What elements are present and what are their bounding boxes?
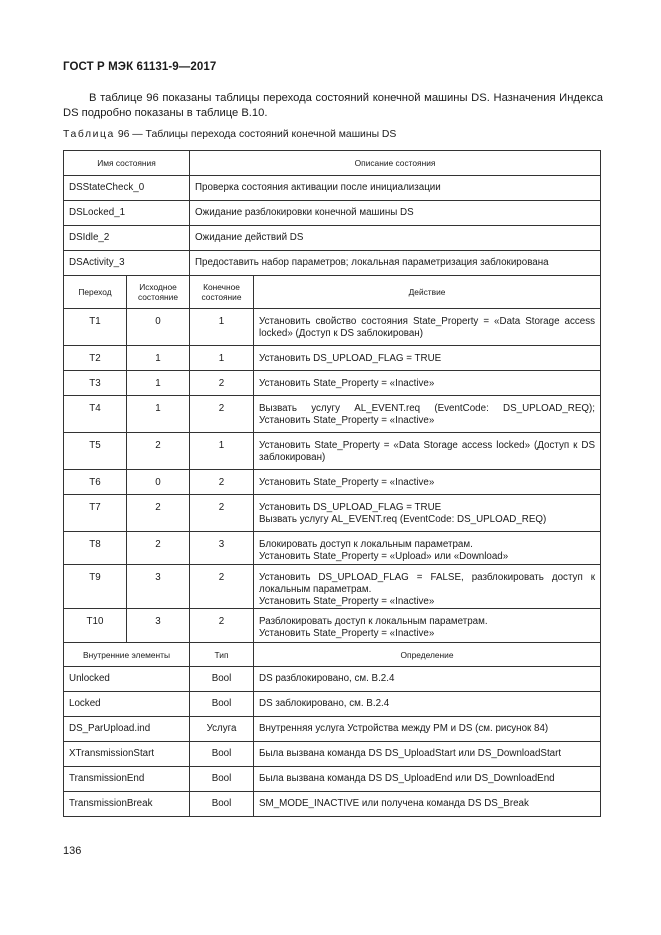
table-row (64, 609, 601, 643)
state-name-cell: DSActivity_3 (64, 251, 190, 276)
target-state-cell: 2 (190, 371, 254, 396)
table-caption-text: 96 — Таблицы перехода состояний конечной машины DS (114, 129, 397, 140)
element-type-cell: Bool (190, 767, 254, 792)
table-row (64, 309, 601, 346)
table-row (64, 667, 601, 692)
transition-id-cell: T1 (64, 309, 127, 346)
transition-id-cell: T2 (64, 346, 127, 371)
element-definition-cell: Была вызвана команда DS DS_UploadStart или DS_DownloadStart (254, 742, 601, 767)
element-name-cell: Unlocked (64, 667, 190, 692)
action-cell: Установить DS_UPLOAD_FLAG = TRUE Вызвать услугу AL_EVENT.req (EventCode: DS_UPLOAD_REQ) (254, 495, 601, 532)
transition-header: Переход (64, 276, 127, 309)
source-state-cell: 1 (127, 396, 190, 433)
table-row (64, 371, 601, 396)
target-state-cell: 2 (190, 396, 254, 433)
target-state-cell: 1 (190, 346, 254, 371)
source-state-cell: 3 (127, 565, 190, 609)
transition-id-cell: T9 (64, 565, 127, 609)
transition-id-cell: T4 (64, 396, 127, 433)
state-name-header: Имя состояния (64, 151, 190, 176)
action-cell: Блокировать доступ к локальным параметрам. Установить State_Property = «Upload» или «Download» (254, 532, 601, 565)
table-row (64, 226, 601, 251)
table-row (64, 176, 601, 201)
state-description-cell: Ожидание действий DS (190, 226, 601, 251)
target-state-cell: 3 (190, 532, 254, 565)
table-caption-label: Таблица (63, 129, 115, 140)
target-state-cell: 2 (190, 495, 254, 532)
element-definition-cell: Была вызвана команда DS DS_UploadEnd или DS_DownloadEnd (254, 767, 601, 792)
target-state-cell: 1 (190, 433, 254, 470)
table-row (64, 767, 601, 792)
source-state-header: Исходное состояние (127, 276, 190, 309)
source-state-cell: 1 (127, 371, 190, 396)
transition-id-cell: T3 (64, 371, 127, 396)
action-cell: Установить State_Property = «Data Storage access locked» (Доступ к DS заблокирован) (254, 433, 601, 470)
source-state-cell: 1 (127, 346, 190, 371)
source-state-cell: 2 (127, 495, 190, 532)
target-state-cell: 1 (190, 309, 254, 346)
element-definition-cell: SM_MODE_INACTIVE или получена команда DS DS_Break (254, 792, 601, 817)
table-row (64, 433, 601, 470)
transition-id-cell: T7 (64, 495, 127, 532)
state-description-cell: Проверка состояния активации после инициализации (190, 176, 601, 201)
table-caption (63, 129, 396, 140)
element-name-cell: TransmissionEnd (64, 767, 190, 792)
target-state-cell: 2 (190, 609, 254, 643)
source-state-cell: 2 (127, 433, 190, 470)
transition-id-cell: T6 (64, 470, 127, 495)
element-type-cell: Bool (190, 667, 254, 692)
target-state-cell: 2 (190, 565, 254, 609)
action-cell: Установить DS_UPLOAD_FLAG = FALSE, разблокировать доступ к локальным параметрам. Установить State_Property = «Inactive» (254, 565, 601, 609)
table-row (64, 717, 601, 742)
document-header: ГОСТ Р МЭК 61131-9—2017 (63, 61, 217, 73)
table-row (64, 495, 601, 532)
state-name-cell: DSIdle_2 (64, 226, 190, 251)
table-row (64, 346, 601, 371)
element-type-cell: Услуга (190, 717, 254, 742)
element-name-cell: TransmissionBreak (64, 792, 190, 817)
state-name-cell: DSStateCheck_0 (64, 176, 190, 201)
state-name-cell: DSLocked_1 (64, 201, 190, 226)
table-row (64, 792, 601, 817)
transition-id-cell: T5 (64, 433, 127, 470)
table-row (64, 565, 601, 609)
page-number: 136 (63, 845, 82, 857)
element-type-cell: Bool (190, 692, 254, 717)
state-description-cell: Ожидание разблокировки конечной машины DS (190, 201, 601, 226)
element-name-cell: DS_ParUpload.ind (64, 717, 190, 742)
element-name-header: Внутренние элементы (64, 643, 190, 667)
state-description-cell: Предоставить набор параметров; локальная параметризация заблокирована (190, 251, 601, 276)
element-definition-cell: Внутренняя услуга Устройства между PM и DS (см. рисунок 84) (254, 717, 601, 742)
target-state-header: Конечное состояние (190, 276, 254, 309)
table-row (64, 201, 601, 226)
state-description-header: Описание состояния (190, 151, 601, 176)
action-cell: Установить State_Property = «Inactive» (254, 371, 601, 396)
action-cell: Установить DS_UPLOAD_FLAG = TRUE (254, 346, 601, 371)
source-state-cell: 0 (127, 470, 190, 495)
table-row (64, 251, 601, 276)
element-definition-header: Определение (254, 643, 601, 667)
state-header-row (64, 151, 601, 176)
target-state-cell: 2 (190, 470, 254, 495)
table-row (64, 692, 601, 717)
element-header-row (64, 643, 601, 667)
action-cell: Вызвать услугу AL_EVENT.req (EventCode: DS_UPLOAD_REQ); Установить State_Property = «Inactive» (254, 396, 601, 433)
action-header: Действие (254, 276, 601, 309)
table-row (64, 470, 601, 495)
transition-table (63, 150, 601, 817)
element-type-header: Тип (190, 643, 254, 667)
source-state-cell: 2 (127, 532, 190, 565)
element-name-cell: XTransmissionStart (64, 742, 190, 767)
element-definition-cell: DS разблокировано, см. В.2.4 (254, 667, 601, 692)
source-state-cell: 3 (127, 609, 190, 643)
table-row (64, 532, 601, 565)
element-definition-cell: DS заблокировано, см. В.2.4 (254, 692, 601, 717)
element-type-cell: Bool (190, 742, 254, 767)
element-type-cell: Bool (190, 792, 254, 817)
action-cell: Разблокировать доступ к локальным параметрам. Установить State_Property = «Inactive» (254, 609, 601, 643)
transition-id-cell: T10 (64, 609, 127, 643)
table-row (64, 742, 601, 767)
transition-id-cell: T8 (64, 532, 127, 565)
element-name-cell: Locked (64, 692, 190, 717)
action-cell: Установить свойство состояния State_Property = «Data Storage access locked» (Доступ к DS заблокирован) (254, 309, 601, 346)
action-cell: Установить State_Property = «Inactive» (254, 470, 601, 495)
table-row (64, 396, 601, 433)
source-state-cell: 0 (127, 309, 190, 346)
transition-header-row (64, 276, 601, 309)
intro-paragraph: В таблице 96 показаны таблицы перехода состояний конечной машины DS. Назначения Индекса DS подробно показаны в таблице В.10. (63, 92, 603, 119)
